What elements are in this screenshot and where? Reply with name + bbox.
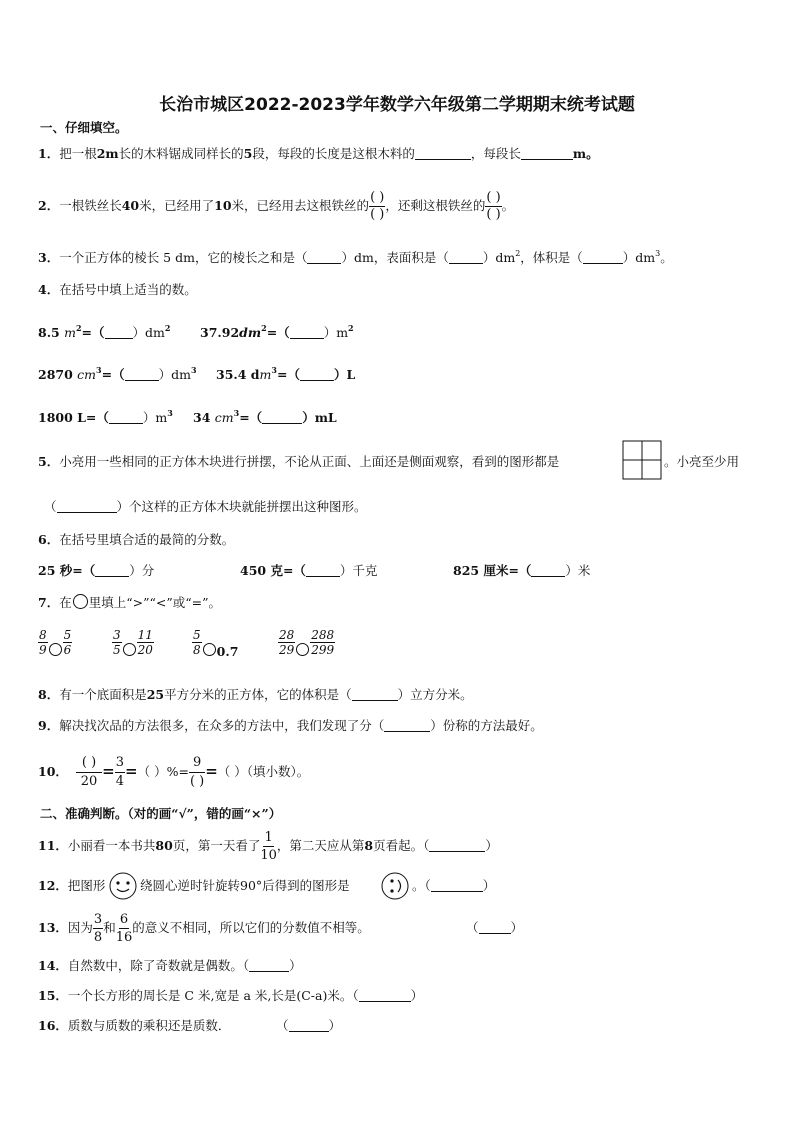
answer-blank[interactable] bbox=[431, 879, 483, 892]
q6-item-a: 25 秒=（ ）分 bbox=[38, 563, 155, 578]
question-13: 13．因为 $\frac{3}{8}$ 和 $\frac{6}{16}$ 的意义不相同，所以它们的分数值不相等。 bbox=[38, 912, 370, 945]
question-5: 5．小亮用一些相同的正方体木块进行拼摆，不论从正面、上面还是侧面观察，看到的图形都是 bbox=[38, 454, 560, 469]
answer-blank[interactable] bbox=[109, 411, 143, 424]
q7-compare-1: $\frac{8}{9}$ $\frac{5}{6}$ bbox=[39, 628, 72, 657]
question-1: 1．把一根2m长的木料锯成同样长的5段，每段的长度是这根木料的 ，每段长 m。 bbox=[38, 146, 599, 161]
answer-blank[interactable] bbox=[479, 921, 511, 934]
answer-blank[interactable] bbox=[125, 368, 159, 381]
question-10: 10． $\frac{( )}{20}$ = $\frac{3}{4}$ =（ ）%= $\frac{9}{( )}$ =（ ）（填小数）。 bbox=[38, 755, 310, 789]
answer-blank[interactable] bbox=[249, 959, 289, 972]
question-9: 9．解决找次品的方法很多，在众多的方法中，我们发现了分（ ）份称的方法最好。 bbox=[38, 718, 543, 733]
circle-icon bbox=[73, 594, 88, 609]
question-16-answer: （ ） bbox=[276, 1018, 342, 1033]
question-7: 7．在 里填上“>”“<”或“=”。 bbox=[38, 595, 221, 610]
answer-blank[interactable] bbox=[352, 688, 398, 701]
answer-blank[interactable] bbox=[384, 719, 430, 732]
answer-fraction[interactable]: $\frac{( )}{( )}$ bbox=[486, 190, 501, 222]
answer-blank[interactable] bbox=[57, 500, 117, 513]
question-15: 15．一个长方形的周长是 C 米,宽是 a 米,长是(C-a)米。（ ） bbox=[38, 988, 424, 1003]
answer-blank[interactable] bbox=[429, 839, 485, 852]
q4-row-2a: 2870 $cm^3=$（ ）$dm^3$ bbox=[38, 365, 197, 382]
answer-blank[interactable] bbox=[449, 251, 483, 264]
question-11: 11．小丽看一本书共80页，第一天看了 $\frac{1}{10}$ ，第二天应从第8页看起。（ ） bbox=[38, 830, 498, 863]
question-6: 6．在括号里填合适的最简的分数。 bbox=[38, 532, 235, 547]
question-16: 16．质数与质数的乘积还是质数． bbox=[38, 1018, 231, 1033]
compare-circle[interactable] bbox=[203, 643, 216, 656]
answer-blank[interactable] bbox=[531, 564, 565, 577]
answer-blank[interactable] bbox=[415, 147, 471, 160]
q4-row-3a: 1800 L=（ ）$m^3$ bbox=[38, 408, 173, 425]
q4-row-1a: 8.5 $m^2=$（ ）$dm^2$ bbox=[38, 323, 171, 340]
question-8: 8．有一个底面积是25平方分米的正方体，它的体积是（ ）立方分米。 bbox=[38, 687, 473, 702]
smiley-face-icon bbox=[108, 871, 138, 901]
q4-row-1b: $37.92dm^2=$（ ）$m^2$ bbox=[200, 323, 354, 340]
answer-fraction[interactable]: $\frac{( )}{( )}$ bbox=[370, 190, 385, 222]
answer-blank[interactable] bbox=[105, 326, 133, 339]
answer-blank[interactable] bbox=[521, 147, 573, 160]
q4-row-3b: 34 $cm^3=$（ ）mL bbox=[193, 408, 337, 425]
q6-item-b: 450 克=（ ）千克 bbox=[240, 563, 378, 578]
answer-blank[interactable] bbox=[307, 251, 341, 264]
page-title: 长治市城区2022-2023学年数学六年级第二学期期末统考试题 bbox=[159, 95, 635, 115]
question-3: 3．一个正方体的棱长 5 dm，它的棱长之和是（ ）dm，表面积是（ ）$dm^2$，体积是（ ）$dm^3$。 bbox=[38, 249, 673, 265]
question-5-line2: （ ）个这样的正方体木块就能拼摆出这种图形。 bbox=[44, 499, 367, 514]
compare-circle[interactable] bbox=[49, 643, 62, 656]
answer-blank[interactable] bbox=[289, 1019, 329, 1032]
q4-row-2b: 35.4 $dm^3=$（ ）L bbox=[216, 365, 356, 382]
q7-compare-2: $\frac{3}{5}$ $\frac{11}{20}$ bbox=[113, 628, 153, 657]
section-1-heading: 一、仔细填空。 bbox=[40, 120, 128, 135]
question-12-mid: 绕圆心逆时针旋转90°后得到的图形是 bbox=[140, 878, 350, 893]
rotated-face-icon bbox=[380, 871, 410, 901]
answer-blank[interactable] bbox=[306, 564, 340, 577]
answer-blank[interactable] bbox=[583, 251, 623, 264]
answer-blank[interactable] bbox=[359, 989, 411, 1002]
answer-blank[interactable] bbox=[95, 564, 129, 577]
answer-blank[interactable] bbox=[262, 411, 302, 424]
square-grid-figure bbox=[622, 440, 662, 480]
answer-fraction[interactable]: $\frac{9}{( )}$ bbox=[189, 755, 205, 789]
section-2-heading: 二、准确判断。（对的画“√”，错的画“×”） bbox=[40, 806, 282, 821]
question-4: 4．在括号中填上适当的数。 bbox=[38, 282, 197, 297]
question-12: 12．把图形 bbox=[38, 878, 106, 893]
question-14: 14．自然数中，除了奇数就是偶数。（ ） bbox=[38, 958, 302, 973]
q6-item-c: 825 厘米=（ ）米 bbox=[453, 563, 591, 578]
answer-blank[interactable] bbox=[300, 368, 334, 381]
question-13-answer: （ ） bbox=[466, 920, 524, 935]
question-12-end: 。（ ） bbox=[412, 878, 496, 893]
compare-circle[interactable] bbox=[123, 643, 136, 656]
question-5-cont: 。小亮至少用 bbox=[664, 454, 740, 469]
question-2: 2．一根铁丝长40米，已经用了10米，已经用去这根铁丝的 $\frac{( )}{( )}$ ，还剩这根铁丝的 $\frac{( )}{( )}$ 。 bbox=[38, 190, 515, 222]
q7-compare-4: $\frac{28}{29}$ $\frac{288}{299}$ bbox=[279, 628, 335, 657]
answer-fraction[interactable]: $\frac{( )}{20}$ bbox=[76, 754, 102, 791]
answer-blank[interactable] bbox=[290, 326, 324, 339]
q7-compare-3: $\frac{5}{8}$ 0.7 bbox=[193, 628, 239, 659]
compare-circle[interactable] bbox=[296, 643, 309, 656]
